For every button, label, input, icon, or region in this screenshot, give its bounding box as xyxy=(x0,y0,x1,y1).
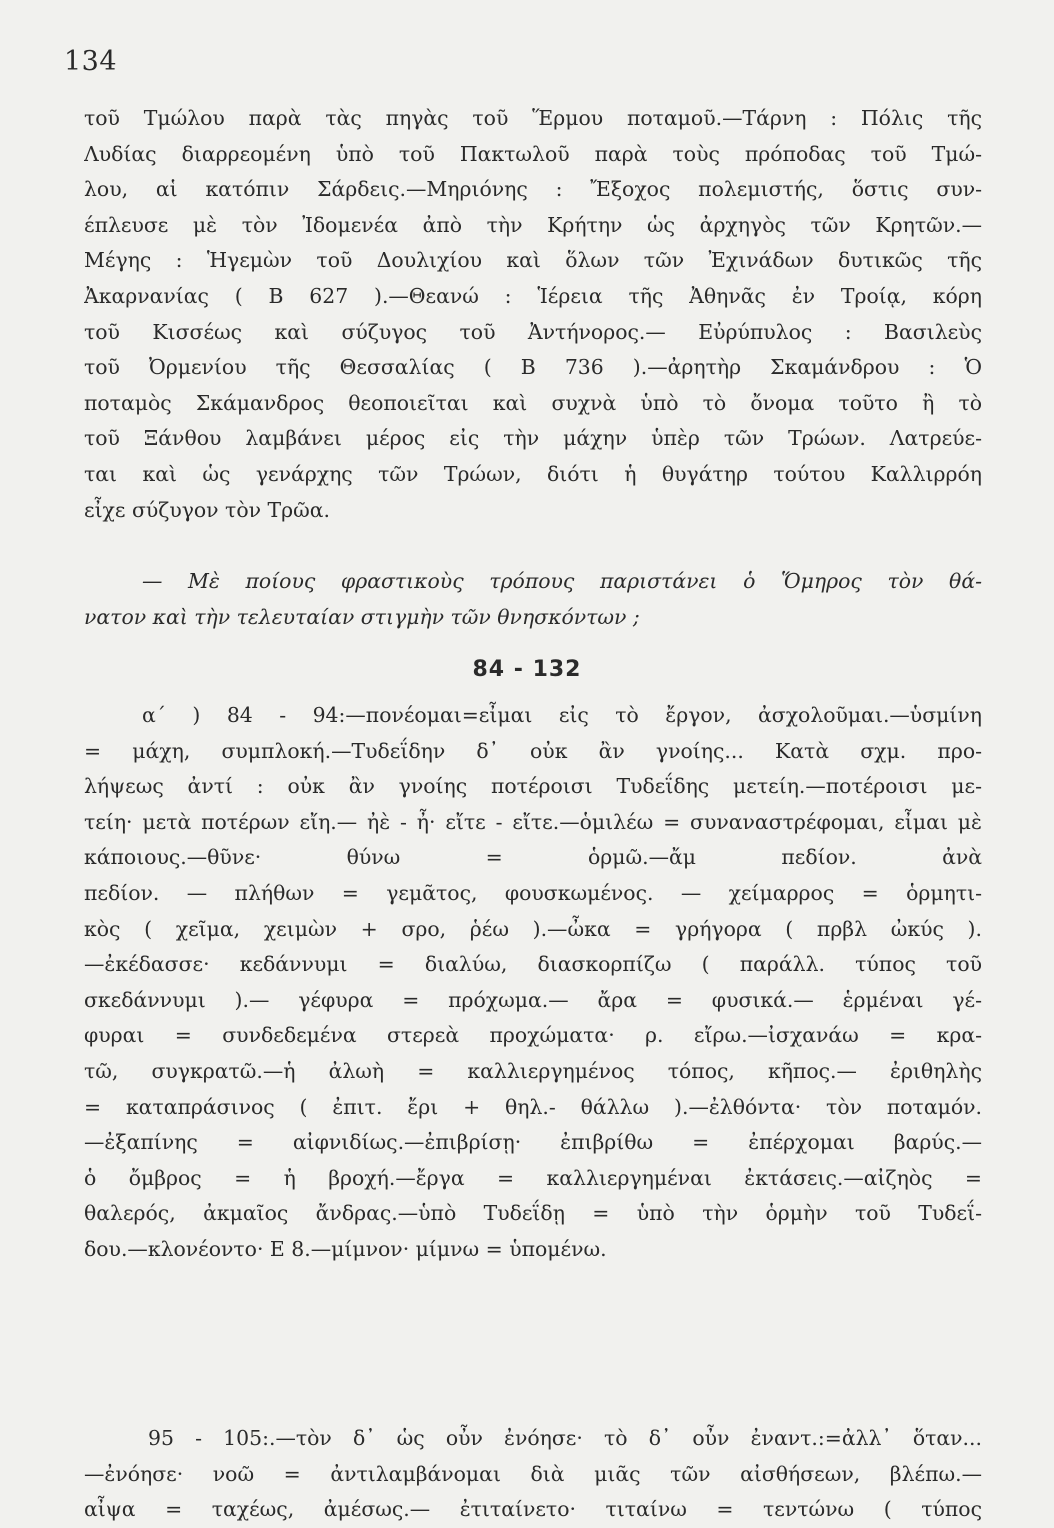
text-line: δου.—κλονέοντο· Ε 8.—μίμνον· μίμνω = ὑπομένω. xyxy=(84,1236,607,1261)
text-line: αἶψα = ταχέως, ἀμέσως.— ἐτιταίνετο· τιταίνω = τεντώνω ( τύπος xyxy=(84,1497,982,1522)
text-line: εἶχε σύζυγον τὸν Τρῶα. xyxy=(84,497,330,522)
paragraph-glossary-verses-84-94 xyxy=(84,698,982,1268)
text-line: Ἀκαρνανίας ( Β 627 ).—Θεανώ : Ἱέρεια τῆς Ἀθηνᾶς ἐν Τροίᾳ, κόρη xyxy=(84,283,982,308)
text-line: ὁ ὄμβρος = ἡ βροχή.—ἔργα = καλλιεργημέναι ἐκτάσεις.—αἰζηὸς = xyxy=(84,1165,982,1190)
question-line: νατον καὶ τὴν τελευταίαν στιγμὴν τῶν θνησκόντων ; xyxy=(84,604,640,629)
text-line: τοῦ Τμώλου παρὰ τὰς πηγὰς τοῦ Ἕρμου ποταμοῦ.—Τάρνη : Πόλις τῆς xyxy=(84,106,982,130)
text-line: λήψεως ἀντί : οὐκ ἂν γνοίης ποτέροισι Τυδεΐδης μετείη.—ποτέροισι με- xyxy=(84,774,982,799)
text-line: λου, αἱ κατόπιν Σάρδεις.—Μηριόνης : Ἔξοχος πολεμιστής, ὅστις συν- xyxy=(84,177,982,202)
text-line: τοῦ Ξάνθου λαμβάνει μέρος εἰς τὴν μάχην ὑπὲρ τῶν Τρώων. Λατρεύε- xyxy=(84,426,982,451)
text-line: Λυδίας διαρρεομένη ὑπὸ τοῦ Πακτωλοῦ παρὰ τοὺς πρόποδας τοῦ Τμώ- xyxy=(84,141,982,166)
study-question xyxy=(84,564,982,635)
text-line: πεδίον. — πλήθων = γεμᾶτος, φουσκωμένος. — χείμαρρος = ὁρμητι- xyxy=(84,880,982,905)
text-line: = μάχη, συμπλοκή.—Τυδεΐδην δ᾽ οὐκ ἂν γνοίης... Κατὰ σχμ. προ- xyxy=(84,738,982,763)
text-line: σκεδάννυμι ).— γέφυρα = πρόχωμα.— ἄρα = φυσικά.— ἑρμέναι γέ- xyxy=(84,987,982,1012)
text-line: —ἐνόησε· νοῶ = ἀντιλαμβάνομαι διὰ μιᾶς τῶν αἰσθήσεων, βλέπω.— xyxy=(84,1461,982,1486)
paragraph-glossary-verses-95-105 xyxy=(84,1421,982,1528)
text-line: = καταπράσινος ( ἐπιτ. ἔρι + θηλ.- θάλλω ).—ἐλθόντα· τὸν ποταμόν. xyxy=(84,1094,982,1119)
text-line: 95 - 105:.—τὸν δ᾽ ὡς οὖν ἐνόησε· τὸ δ᾽ οὖν ἐναντ.:=ἀλλ᾽ ὅταν... xyxy=(148,1426,982,1450)
text-line: κὸς ( χεῖμα, χειμὼν + σρο, ῥέω ).—ὦκα = γρήγορα ( πρβλ ὠκύς ). xyxy=(84,916,982,941)
text-line: τοῦ Κισσέως καὶ σύζυγος τοῦ Ἀντήνορος.— Εὐρύπυλος : Βασιλεὺς xyxy=(84,319,982,344)
text-line: έπλευσε μὲ τὸν Ἰδομενέα ἀπὸ τὴν Κρήτην ὡς ἀρχηγὸς τῶν Κρητῶν.— xyxy=(84,212,982,237)
paragraph-glossary-names xyxy=(84,101,982,528)
text-line: ποταμὸς Σκάμανδρος θεοποιεῖται καὶ συχνὰ ὑπὸ τὸ ὄνομα τοῦτο ἢ τὸ xyxy=(84,390,982,415)
text-line: φυραι = συνδεδεμένα στερεὰ προχώματα· ρ. εἴρω.—ἰσχανάω = κρα- xyxy=(84,1023,982,1048)
section-heading: 84 - 132 xyxy=(472,657,582,682)
text-line: —ἐξαπίνης = αἰφνιδίως.—ἐπιβρίσῃ· ἐπιβρίθω = ἐπέρχομαι βαρύς.— xyxy=(84,1130,982,1155)
text-line: τῶ, συγκρατῶ.—ἡ ἀλωὴ = καλλιεργημένος τόπος, κῆπος.— ἐριθηλὴς xyxy=(84,1058,982,1083)
text-line: Μέγης : Ἡγεμὼν τοῦ Δουλιχίου καὶ ὅλων τῶν Ἐχινάδων δυτικῶς τῆς xyxy=(84,248,982,273)
question-line: — Μὲ ποίους φραστικοὺς τρόπους παριστάνει ὁ Ὅμηρος τὸν θά- xyxy=(142,569,982,593)
text-line: τοῦ Ὀρμενίου τῆς Θεσσαλίας ( Β 736 ).—ἀρητὴρ Σκαμάνδρου : Ὁ xyxy=(84,355,982,380)
text-line: τείη· μετὰ ποτέρων εἴη.— ἠὲ - ἦ· εἴτε - εἴτε.—ὁμιλέω = συναναστρέφομαι, εἶμαι μὲ κάποιους.—θῦνε· θύνω = ὁρμῶ.—ἄμ πεδίον. ἀνὰ xyxy=(84,809,982,870)
text-line: ται καὶ ὡς γενάρχης τῶν Τρώων, διότι ἡ θυγάτηρ τούτου Καλλιρρόη xyxy=(84,461,982,486)
text-line: α΄ ) 84 - 94:—πονέομαι=εἶμαι εἰς τὸ ἔργον, ἀσχολοῦμαι.—ὑσμίνη xyxy=(142,703,982,727)
text-line: θαλερός, ἀκμαῖος ἄνδρας.—ὑπὸ Τυδεΐδῃ = ὑπὸ τὴν ὁρμὴν τοῦ Τυδεΐ- xyxy=(84,1201,982,1226)
page-number: 134 xyxy=(64,46,118,77)
text-line: —ἐκέδασσε· κεδάννυμι = διαλύω, διασκορπίζω ( παράλλ. τύπος τοῦ xyxy=(84,952,982,977)
